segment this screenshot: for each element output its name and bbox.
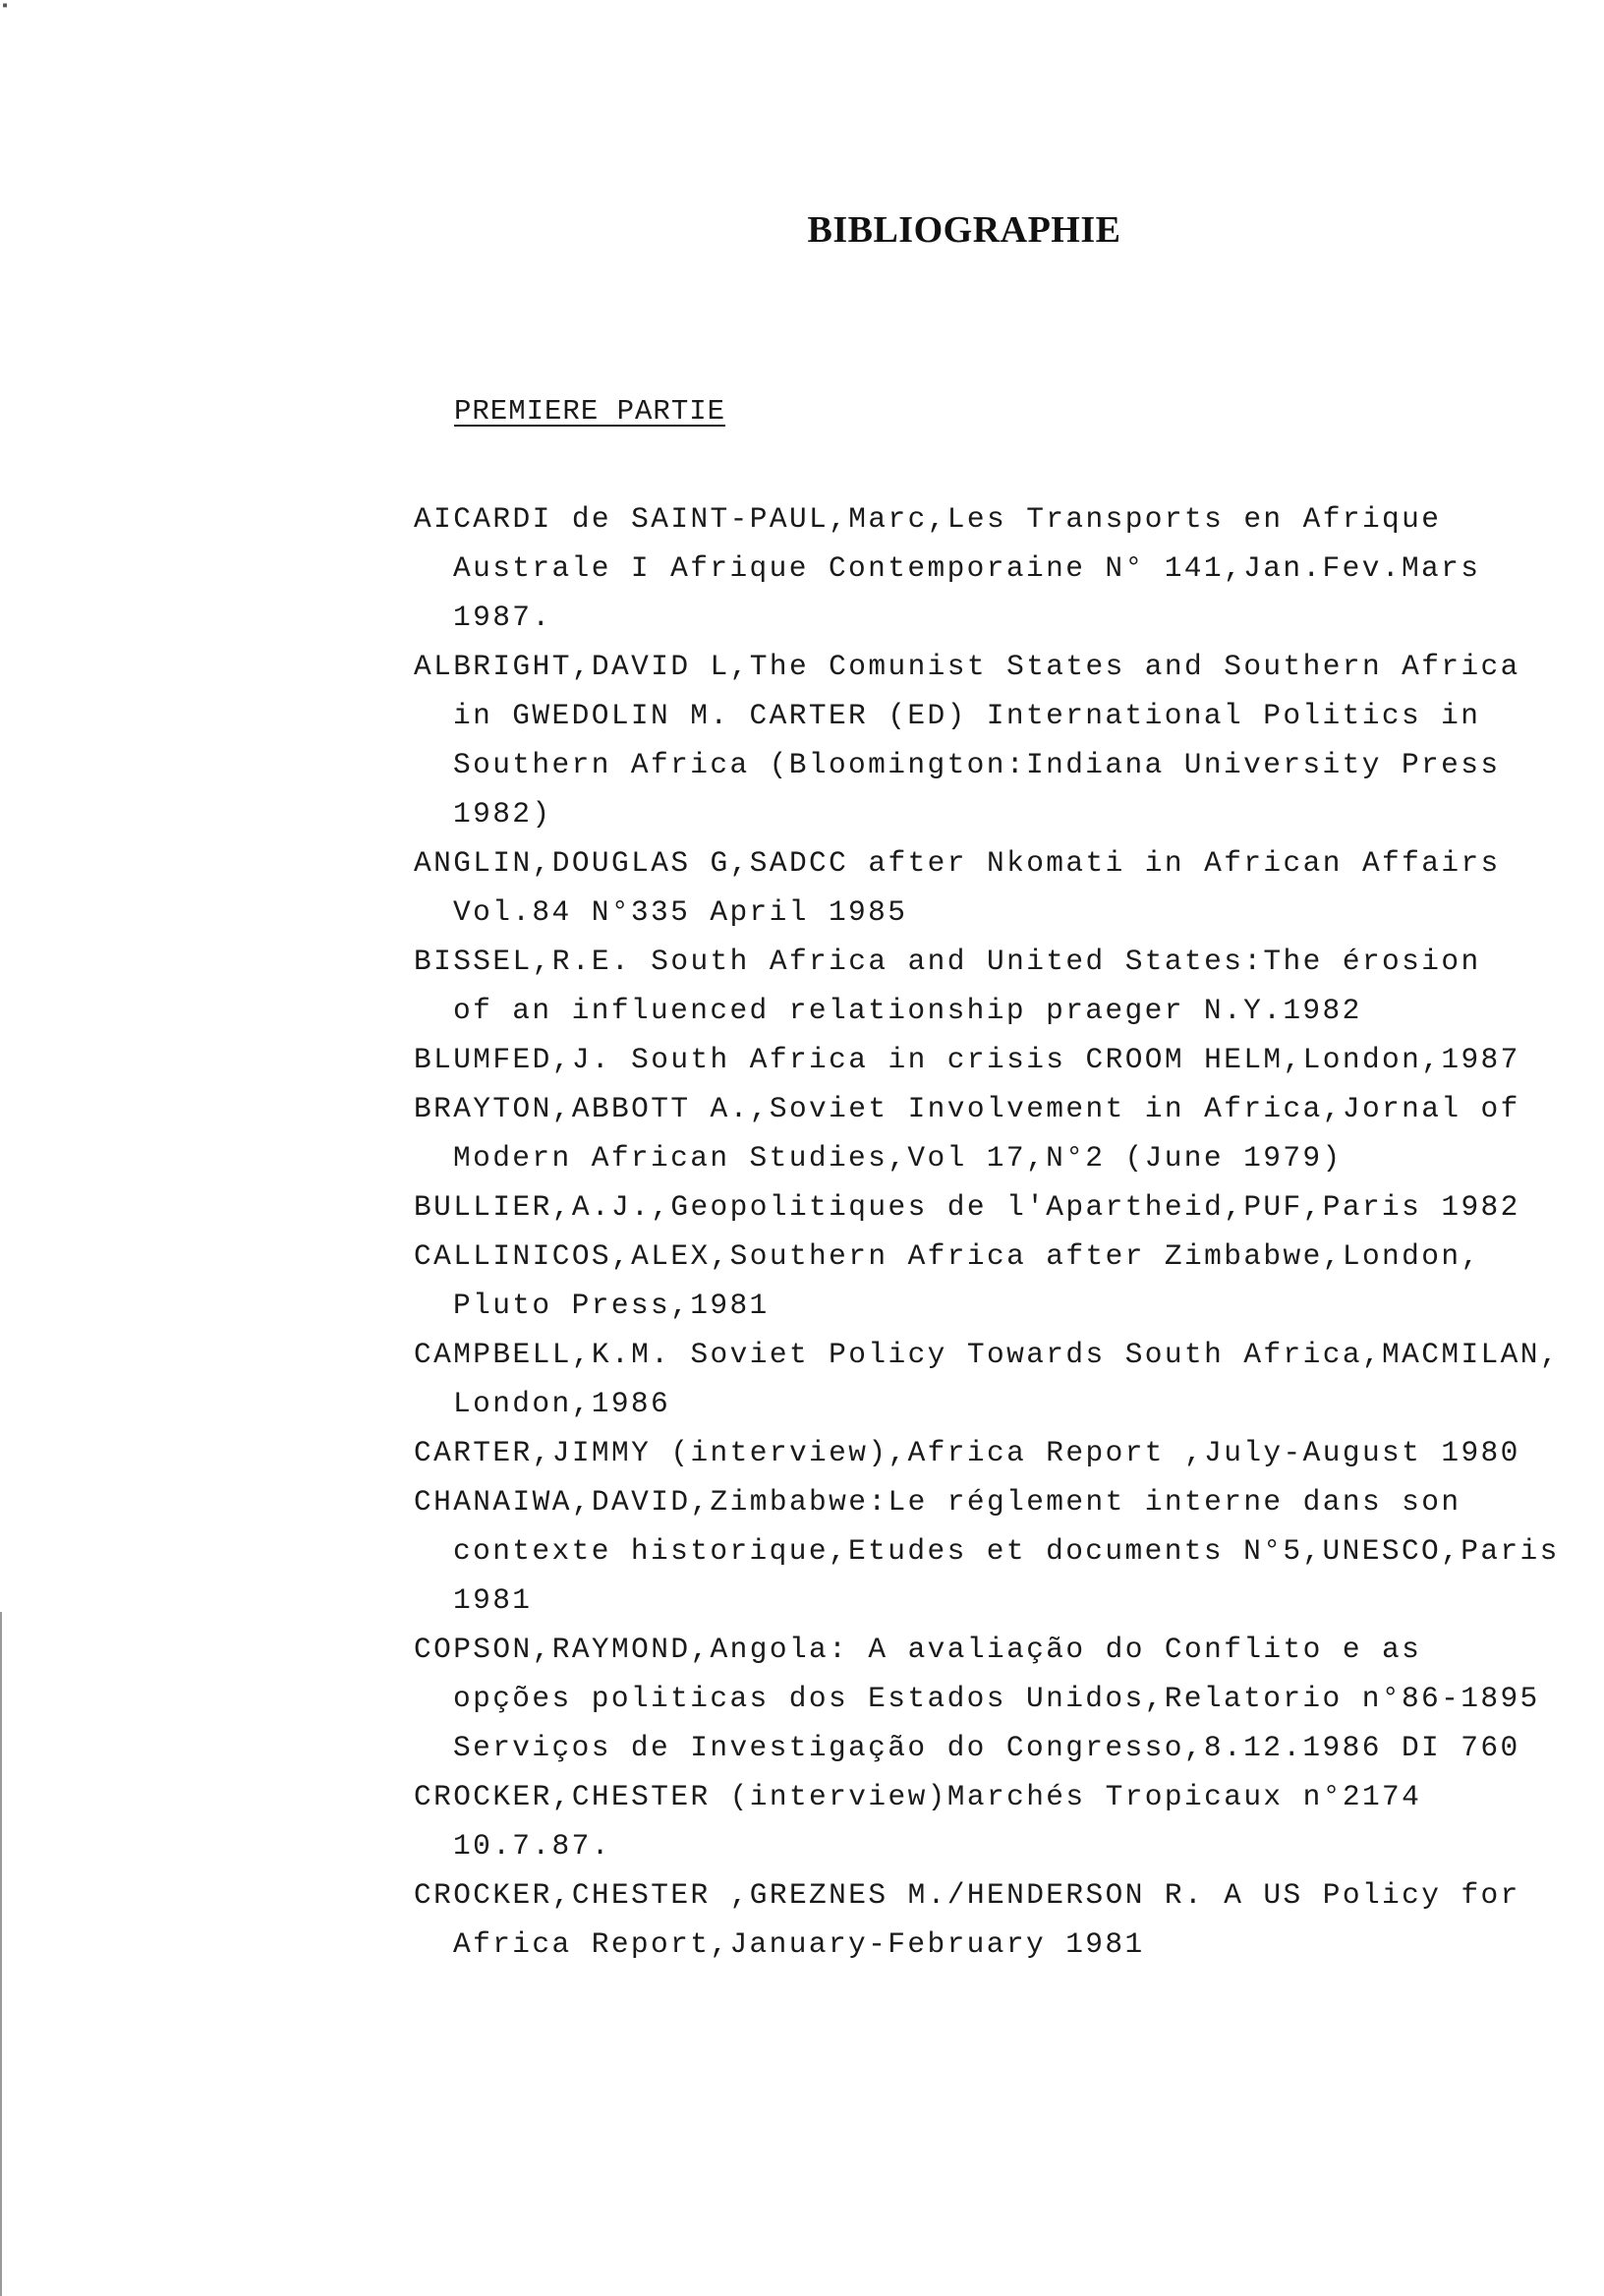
bibliography-entry: CHANAIWA,DAVID,Zimbabwe:Le réglement interne dans son contexte historique,Etudes et documents N°5,UNESCO,Paris 1981 (414, 1485, 1560, 1617)
bibliography-entry: COPSON,RAYMOND,Angola: A avaliação do Conflito e as opções politicas dos Estados Unidos,Relatorio n°86-1895 Serviços de Investigação do Congresso,8.12.1986 DI 760 (414, 1633, 1540, 1764)
scan-speck: ▪ (2, 0, 9, 11)
bibliography-entry: CAMPBELL,K.M. Soviet Policy Towards South Africa,MACMILAN, London,1986 (414, 1338, 1560, 1420)
bibliography-entry: BISSEL,R.E. South Africa and United States:The érosion of an influenced relationship praeger N.Y.1982 (414, 945, 1481, 1027)
bibliography-entry: ANGLIN,DOUGLAS G,SADCC after Nkomati in African Affairs Vol.84 N°335 April 1985 (414, 846, 1501, 929)
bibliography-entry: CARTER,JIMMY (interview),Africa Report ,July-August 1980 (414, 1436, 1520, 1469)
bibliography-entry: CROCKER,CHESTER ,GREZNES M./HENDERSON R. A US Policy for Africa Report,January-February 1981 (414, 1878, 1520, 1961)
bibliography-entry: CALLINICOS,ALEX,Southern Africa after Zimbabwe,London, Pluto Press,1981 (414, 1239, 1481, 1322)
bibliography-entry: BRAYTON,ABBOTT A.,Soviet Involvement in Africa,Jornal of Modern African Studies,Vol 17,N°2 (June 1979) (414, 1092, 1520, 1175)
page-title: BIBLIOGRAPHIE (807, 209, 1121, 251)
scan-margin-line (0, 1612, 2, 2296)
section-heading: PREMIERE PARTIE (454, 395, 726, 428)
bibliography-entry: ALBRIGHT,DAVID L,The Comunist States and Southern Africa in GWEDOLIN M. CARTER (ED) International Politics in Southern Africa (Bloomington:Indiana University Press 1982) (414, 650, 1520, 831)
bibliography-entry: AICARDI de SAINT-PAUL,Marc,Les Transports en Afrique Australe I Afrique Contemporaine N° 141,Jan.Fev.Mars 1987. (414, 502, 1481, 634)
bibliography-entry: BULLIER,A.J.,Geopolitiques de l'Apartheid,PUF,Paris 1982 (414, 1190, 1520, 1224)
bibliography-entry: CROCKER,CHESTER (interview)Marchés Tropicaux n°2174 10.7.87. (414, 1780, 1422, 1863)
bibliography-entry: BLUMFED,J. South Africa in crisis CROOM HELM,London,1987 (414, 1043, 1520, 1076)
bibliography-list (414, 494, 1574, 1969)
